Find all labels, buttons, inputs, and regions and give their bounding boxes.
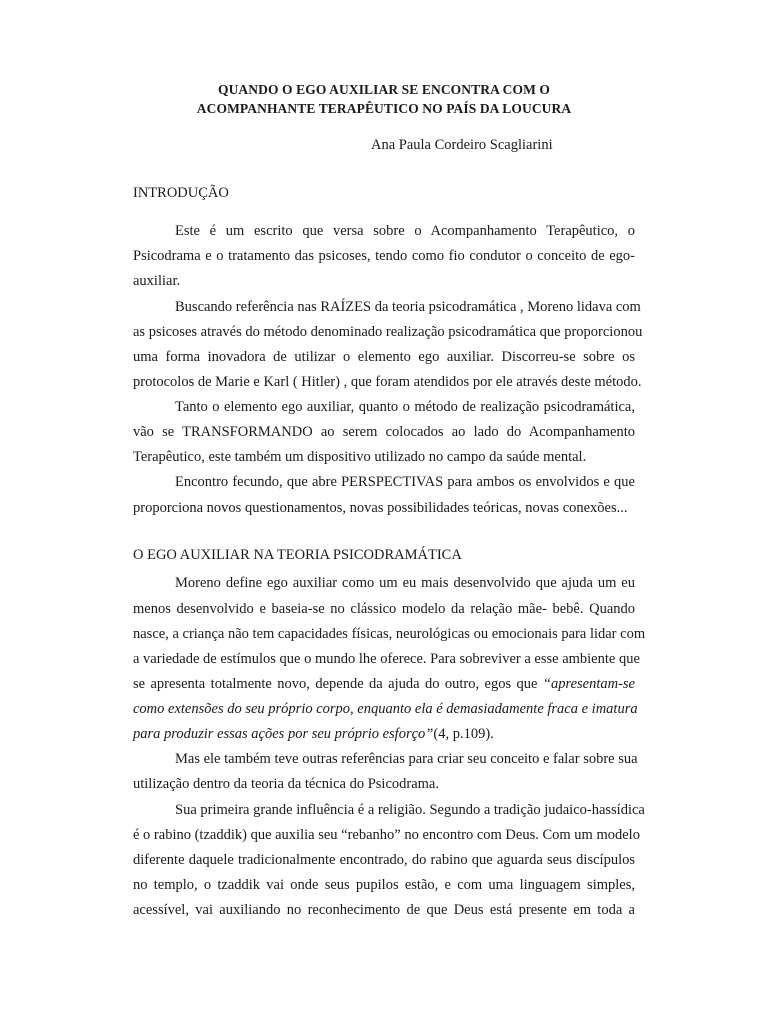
paragraph-line: Moreno define ego auxiliar como um eu mais desenvolvido que ajuda um eu bbox=[175, 575, 635, 591]
quote-text: para produzir essas ações por seu próprio esforço” bbox=[133, 726, 434, 742]
paragraph-line: nasce, a criança não tem capacidades físicas, neurológicas ou emocionais para lidar com bbox=[133, 626, 646, 642]
paragraph-text: se apresenta totalmente novo, depende da ajuda do outro, egos que bbox=[133, 676, 543, 692]
paragraph-line: protocolos de Marie e Karl ( Hitler) , que foram atendidos por ele através deste método. bbox=[133, 374, 642, 390]
paragraph-line: uma forma inovadora de utilizar o elemento ego auxiliar. Discorreu-se sobre os bbox=[133, 349, 635, 365]
paragraph-line: vão se TRANSFORMANDO ao serem colocados ao lado do Acompanhamento bbox=[133, 424, 635, 440]
paragraph-line: Terapêutico, este também um dispositivo utilizado no campo da saúde mental. bbox=[133, 449, 587, 465]
author-name: Ana Paula Cordeiro Scagliarini bbox=[371, 137, 553, 153]
section-heading-introducao: INTRODUÇÃO bbox=[133, 185, 229, 201]
paragraph-line: Este é um escrito que versa sobre o Acompanhamento Terapêutico, o bbox=[175, 223, 635, 239]
paragraph-line bbox=[133, 675, 635, 693]
paragraph-line: Tanto o elemento ego auxiliar, quanto o método de realização psicodramática, bbox=[175, 399, 635, 415]
paragraph-line: Encontro fecundo, que abre PERSPECTIVAS para ambos os envolvidos e que bbox=[175, 474, 635, 490]
paragraph-line: Psicodrama e o tratamento das psicoses, tendo como fio condutor o conceito de ego- bbox=[133, 248, 635, 264]
paragraph-line bbox=[133, 725, 635, 743]
citation-ref: (4, p.109). bbox=[433, 726, 494, 742]
paragraph-line: Sua primeira grande influência é a religião. Segundo a tradição judaico-hassídica bbox=[175, 802, 645, 818]
paragraph-line: menos desenvolvido e baseia-se no clássico modelo da relação mãe- bebê. Quando bbox=[133, 601, 635, 617]
paragraph-line: diferente daquele tradicionalmente encontrado, do rabino que aguarda seus discípulos bbox=[133, 852, 635, 868]
paragraph-line: proporciona novos questionamentos, novas possibilidades teóricas, novas conexões... bbox=[133, 500, 628, 516]
paragraph-line: Mas ele também teve outras referências para criar seu conceito e falar sobre sua bbox=[175, 751, 638, 767]
paragraph-line: as psicoses através do método denominado realização psicodramática que proporcionou bbox=[133, 324, 643, 340]
paragraph-line: é o rabino (tzaddik) que auxilia seu “rebanho” no encontro com Deus. Com um modelo bbox=[133, 827, 640, 843]
paragraph-line: a variedade de estímulos que o mundo lhe oferece. Para sobreviver a esse ambiente que bbox=[133, 651, 640, 667]
paragraph-line: utilização dentro da teoria da técnica do Psicodrama. bbox=[133, 776, 439, 792]
quote-line: como extensões do seu próprio corpo, enquanto ela é demasiadamente fraca e imatura bbox=[133, 701, 638, 717]
title-line-2: ACOMPANHANTE TERAPÊUTICO NO PAÍS DA LOUCURA bbox=[196, 101, 572, 116]
paragraph-line: auxiliar. bbox=[133, 273, 181, 289]
paragraph-line: acessível, vai auxiliando no reconhecimento de que Deus está presente em toda a bbox=[133, 902, 635, 918]
quote-text: “apresentam-se bbox=[542, 676, 635, 692]
paragraph-line: no templo, o tzaddik vai onde seus pupilos estão, e com uma linguagem simples, bbox=[133, 877, 635, 893]
section-heading-ego-auxiliar: O EGO AUXILIAR NA TEORIA PSICODRAMÁTICA bbox=[133, 547, 462, 563]
document-title bbox=[0, 80, 768, 118]
title-line-1: QUANDO O EGO AUXILIAR SE ENCONTRA COM O bbox=[217, 82, 551, 97]
paragraph-line: Buscando referência nas RAÍZES da teoria psicodramática , Moreno lidava com bbox=[175, 299, 641, 315]
